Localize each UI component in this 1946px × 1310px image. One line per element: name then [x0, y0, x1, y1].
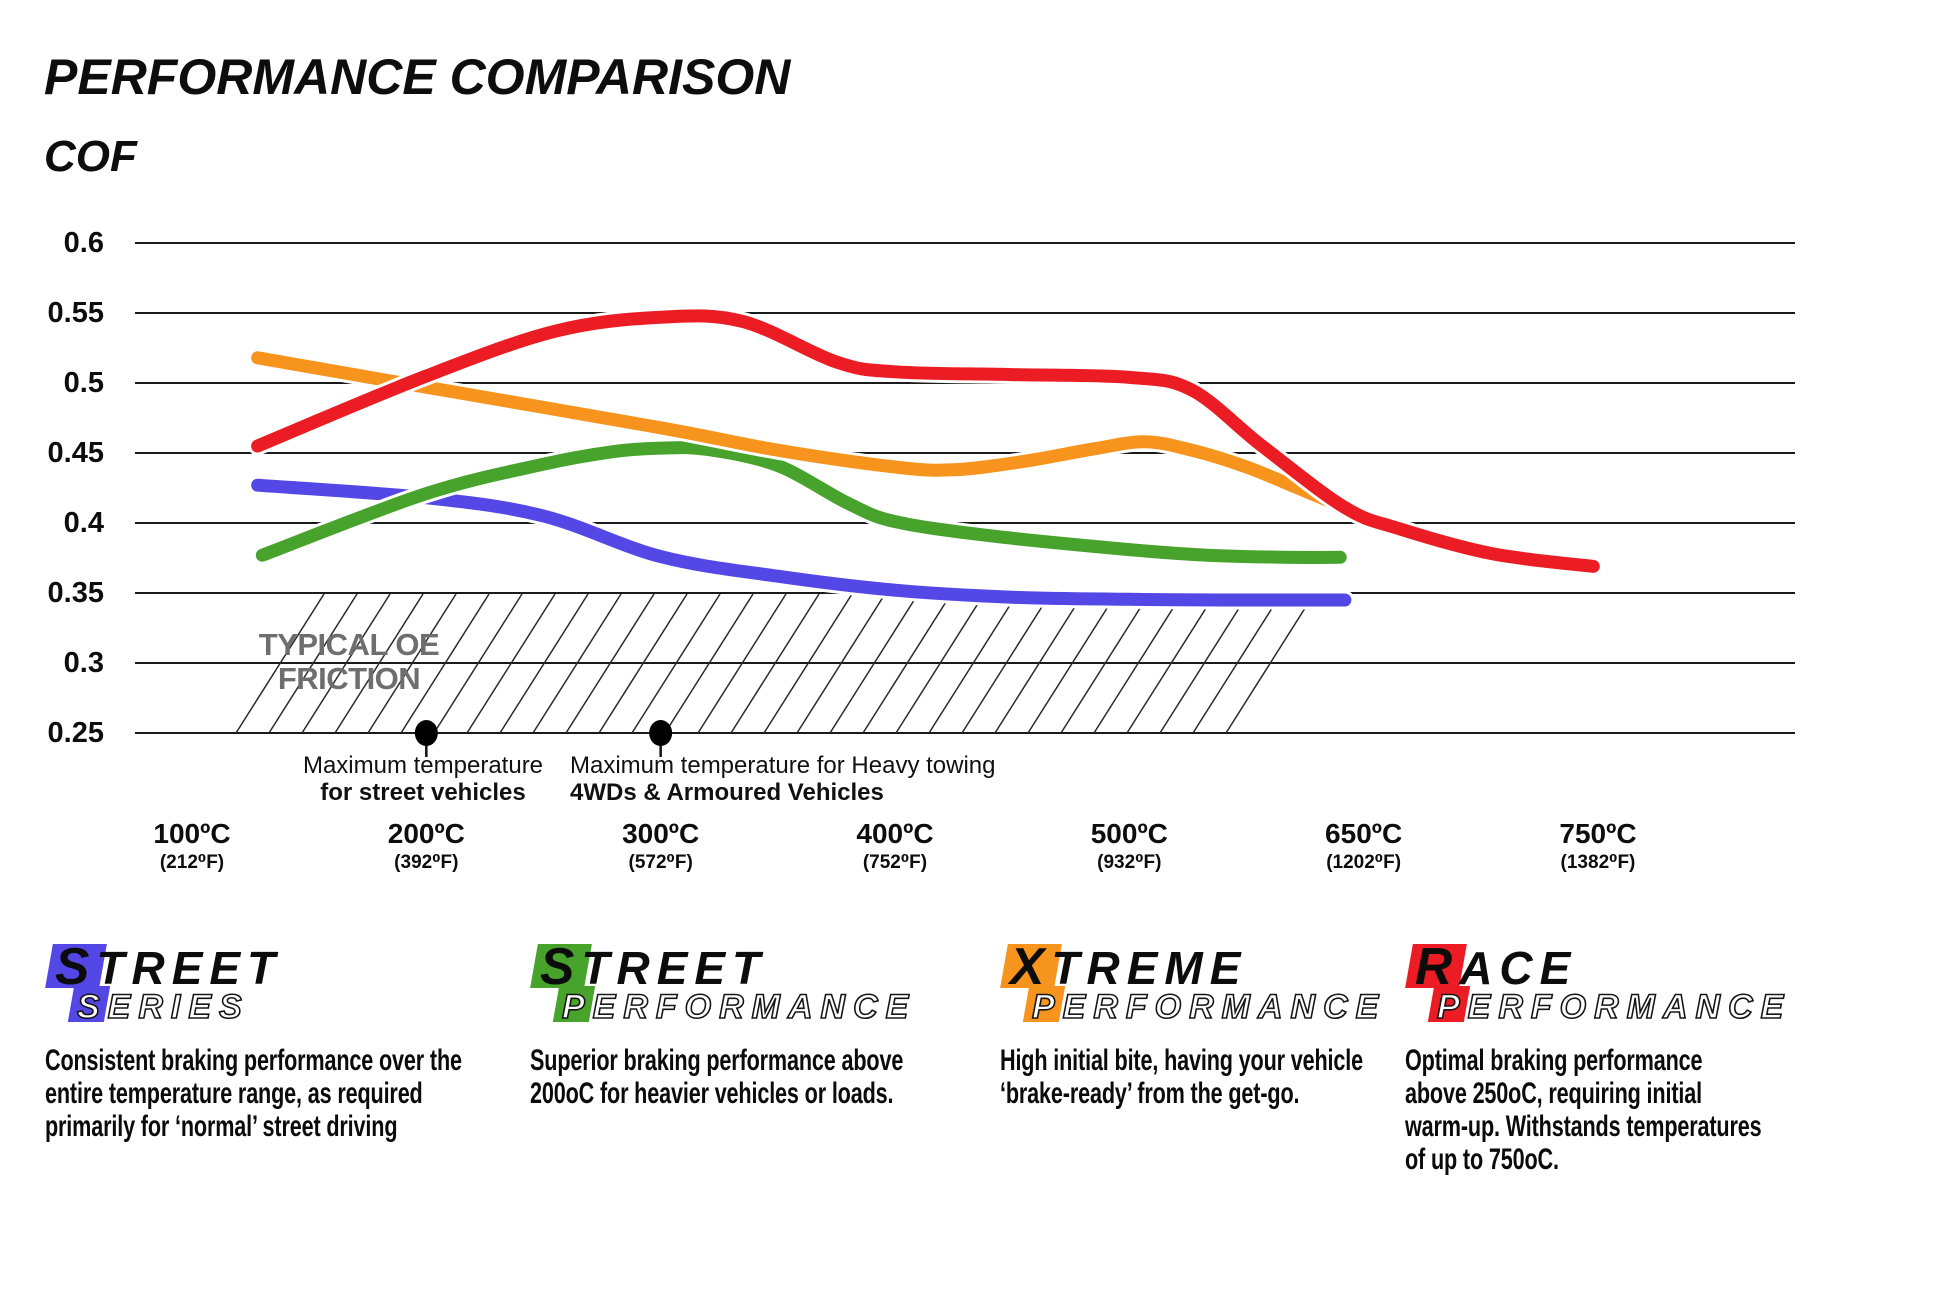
logo-word-performance: PERFORMANCE: [562, 988, 917, 1026]
x-tick-label-c-650: 650ºC: [1325, 818, 1403, 849]
typical-oe-friction-label: [224, 628, 474, 696]
annotation-line1: Maximum temperature: [302, 752, 544, 779]
x-tick-label-f-650: (1202⁰F): [1326, 852, 1402, 873]
x-tick-label-f-750: (1382⁰F): [1560, 852, 1636, 873]
x-tick-label-f-400: (752⁰F): [862, 852, 928, 873]
y-tick-label-0.5: 0.5: [63, 367, 104, 399]
x-tick-label-f-200: (392⁰F): [394, 852, 459, 873]
annotation-street-max-temp: [303, 752, 543, 806]
x-tick-label-f-300: (572⁰F): [628, 852, 693, 873]
logo-word-xtreme: XTREME: [1010, 937, 1248, 995]
logo-word-performance: PERFORMANCE: [1437, 988, 1792, 1026]
x-tick-label-c-300: 300ºC: [622, 818, 700, 849]
x-tick-label-c-750: 750ºC: [1559, 818, 1637, 849]
y-tick-label-0.3: 0.3: [63, 647, 104, 679]
x-tick-label-f-500: (932⁰F): [1097, 852, 1162, 873]
oe-label-line2: FRICTION: [277, 661, 421, 696]
x-tick-label-c-500: 500ºC: [1090, 818, 1168, 849]
y-tick-label-0.55: 0.55: [47, 297, 104, 329]
legend-race-performance: [1405, 937, 1946, 1176]
x-tick-label-c-100: 100ºC: [153, 818, 231, 849]
y-tick-label-0.25: 0.25: [47, 717, 104, 749]
annotation-line2: for street vehicles: [320, 779, 526, 806]
street-performance-description: Superior braking performance above 200oC for heavier vehicles or loads.: [530, 1044, 904, 1110]
y-tick-label-0.45: 0.45: [47, 437, 104, 469]
x-tick-label-c-200: 200ºC: [387, 818, 465, 849]
y-tick-label-0.35: 0.35: [47, 577, 104, 609]
race-performance-logo: [1405, 937, 1946, 1040]
logo-word-street: STREET: [540, 937, 768, 995]
annotation-line2: 4WDs & Armoured Vehicles: [570, 779, 884, 806]
annotation-line1: Maximum temperature for Heavy towing: [570, 752, 996, 779]
street-series-description: Consistent braking performance over the entire temperature range, as required primarily for ‘normal’ street driving: [45, 1044, 462, 1143]
chart-title: PERFORMANCE COMPARISON: [44, 49, 791, 105]
max-temp-dot-200: [415, 720, 438, 746]
race-performance-description: Optimal braking performance above 250oC, requiring initial warm-up. Withstands temperatures of up to 750oC.: [1405, 1044, 1762, 1176]
y-axis-title: COF: [44, 132, 137, 181]
x-tick-label-f-100: (212⁰F): [159, 852, 225, 873]
annotation-heavy-towing-max-temp: [570, 752, 995, 806]
xtreme-performance-description: High initial bite, having your vehicle ‘brake-ready’ from the get-go.: [1000, 1044, 1364, 1110]
logo-word-performance: PERFORMANCE: [1032, 988, 1387, 1026]
oe-label-line1: TYPICAL OE: [258, 627, 440, 662]
series-curves: [258, 316, 1594, 600]
logo-word-street: STREET: [55, 937, 283, 995]
x-tick-label-c-400: 400ºC: [856, 818, 934, 849]
logo-word-series: SERIES: [77, 988, 250, 1026]
y-tick-label-0.4: 0.4: [63, 507, 104, 539]
max-temp-dot-300: [649, 720, 672, 746]
logo-word-race: RACE: [1415, 937, 1578, 995]
y-tick-label-0.6: 0.6: [63, 227, 104, 259]
street-performance-curve-casing: [262, 448, 1340, 558]
